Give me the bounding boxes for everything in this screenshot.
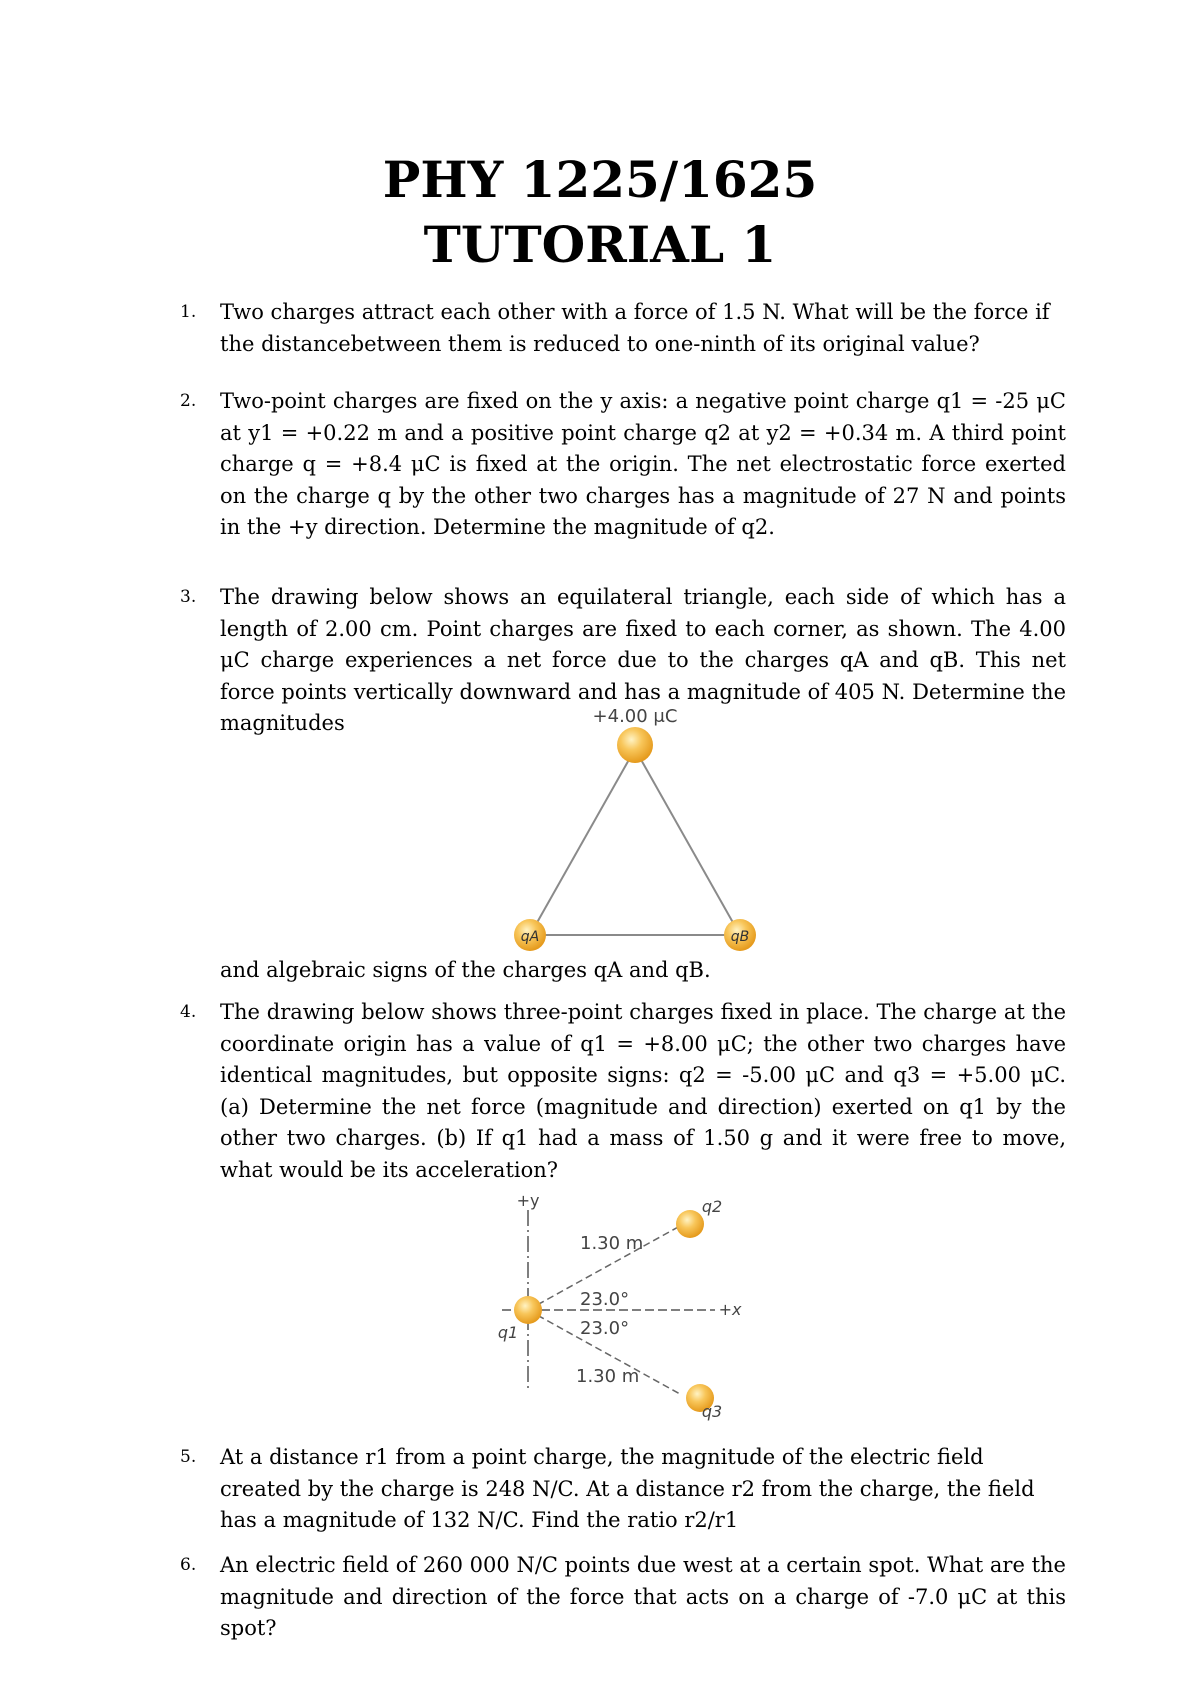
question-text: and algebraic signs of the charges qA and qB.	[220, 958, 711, 982]
question-4	[180, 997, 1066, 1186]
axes-figure	[490, 1192, 780, 1422]
question-text: Two charges attract each other with a force of 1.5 N. What will be the force if the distancebetween them is reduced to one-ninth of its original value?	[220, 300, 1050, 356]
question-text: Two-point charges are fixed on the y axis: a negative point charge q1 = -25 μC at y1 = +0.22 m and a positive point charge q2 at y2 = +0.34 m. A third point charge q = +8.4 μC is fixed at the origin. The net electrostatic force exerted on the charge q by the other two charges has a magnitude of 27 N and points in the +y direction. Determine the magnitude of q2.	[220, 389, 1066, 539]
question-number: 5.	[180, 1447, 197, 1467]
question-text: The drawing below shows an equilateral triangle, each side of which has a length of 2.00 cm. Point charges are fixed to each corner, as shown. The 4.00 μC charge experiences a net force due to the charges qA and qB. This net force points vertically downward and has a magnitude of 405 N. Determine the magnitudes	[220, 585, 1066, 735]
angle-upper-label: 23.0°	[580, 1289, 630, 1310]
question-5	[180, 1442, 1066, 1537]
x-axis-label: +x	[718, 1300, 742, 1319]
y-axis-label: +y	[516, 1192, 540, 1210]
question-number: 3.	[180, 587, 197, 607]
q2-label: q2	[701, 1197, 723, 1216]
charge-a-label: qA	[520, 929, 540, 945]
question-text: At a distance r1 from a point charge, the magnitude of the electric field created by the charge is 248 N/C. At a distance r2 from the charge, the field has a magnitude of 132 N/C. Find the ratio r2/r1	[220, 1445, 1035, 1532]
question-number: 1.	[180, 302, 197, 322]
question-1	[180, 297, 1066, 360]
question-number: 6.	[180, 1555, 197, 1575]
charge-q1	[514, 1296, 542, 1324]
question-text: The drawing below shows three-point charges fixed in place. The charge at the coordinate origin has a value of q1 = +8.00 μC; the other two charges have identical magnitudes, but opposite signs: q2 = -5.00 μC and q3 = +5.00 μC. (a) Determine the net force (magnitude and direction) exerted on q1 by the other two charges. (b) If q1 had a mass of 1.50 g and it were free to move, what would be its acceleration?	[220, 1000, 1066, 1182]
triangle-side-right	[635, 749, 740, 935]
question-3-continuation	[220, 955, 1066, 987]
question-6	[180, 1550, 1066, 1645]
q3-label: q3	[701, 1402, 723, 1421]
triangle-side-left	[530, 749, 635, 935]
charge-b-label: qB	[730, 929, 750, 945]
q1-label: q1	[497, 1323, 519, 1342]
top-charge-label: +4.00 μC	[592, 706, 678, 727]
tutorial-title: TUTORIAL 1	[423, 215, 777, 274]
charge-q2	[676, 1210, 704, 1238]
distance-upper-label: 1.30 m	[580, 1233, 644, 1254]
question-number: 2.	[180, 391, 197, 411]
course-code-title: PHY 1225/1625	[382, 150, 818, 209]
top-charge	[617, 727, 653, 763]
question-number: 4.	[180, 1002, 197, 1022]
distance-lower-label: 1.30 m	[576, 1366, 640, 1387]
triangle-figure	[500, 705, 770, 955]
question-text: An electric field of 260 000 N/C points due west at a certain spot. What are the magnitude and direction of the force that acts on a charge of -7.0 μC at this spot?	[220, 1553, 1066, 1640]
question-2	[180, 386, 1066, 544]
angle-lower-label: 23.0°	[580, 1318, 630, 1339]
